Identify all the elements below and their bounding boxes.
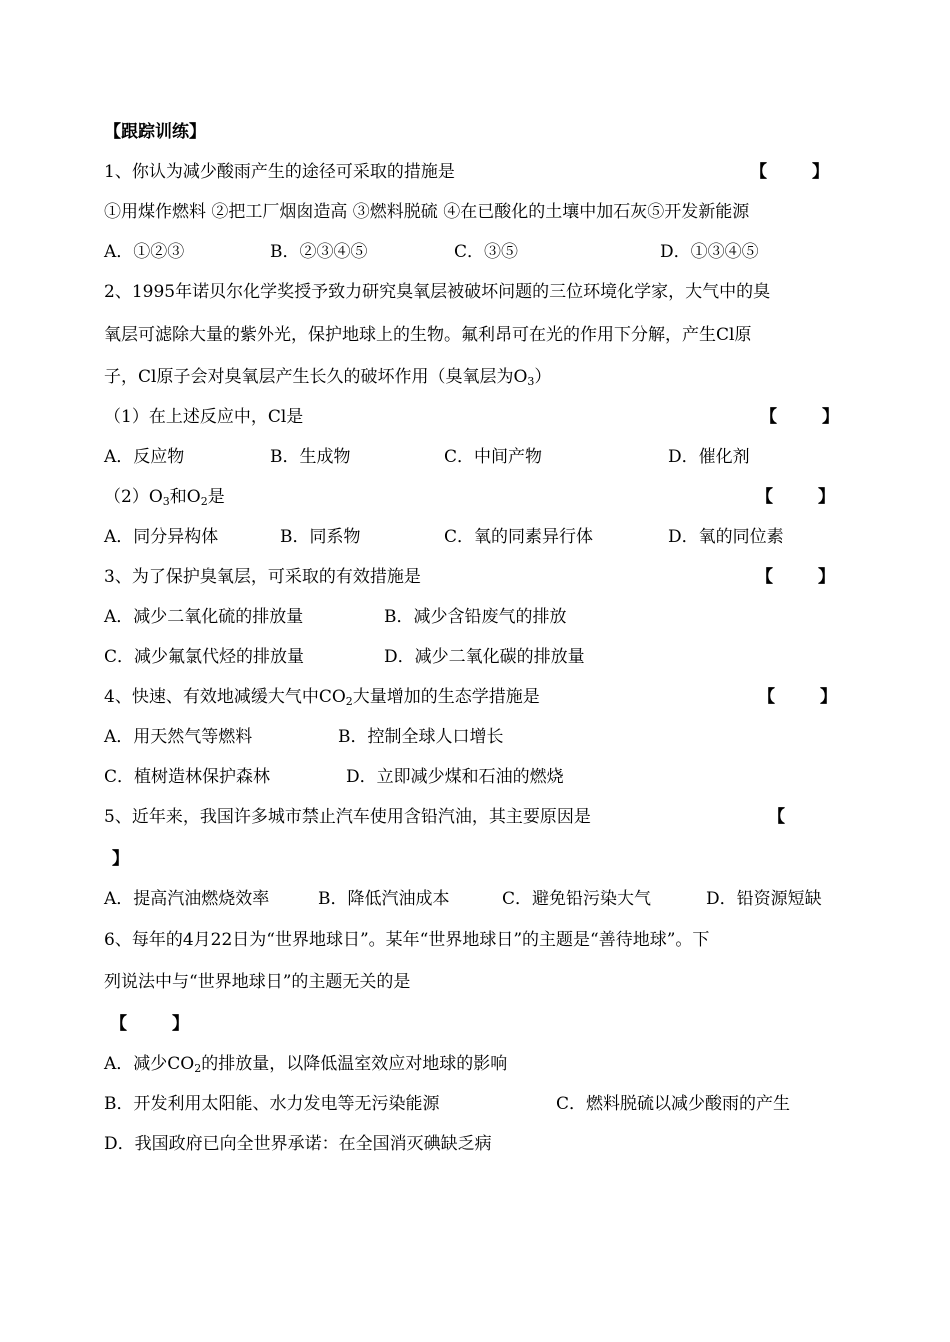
question-2-2-option-c: C．氧的同素异行体 — [444, 527, 594, 547]
question-1-stem: 1、你认为减少酸雨产生的途径可采取的措施是 — [104, 162, 455, 182]
question-6-option-a: A．减少$CO_2$的排放量，以降低温室效应对地球的影响 — [104, 1054, 508, 1075]
answer-bracket-close: 】 — [812, 162, 829, 182]
question-6-stem-line-2: 列说法中与“世界地球日”的主题无关的是 — [104, 972, 411, 992]
question-2-1-option-d: D．催化剂 — [668, 447, 750, 467]
question-2-1-option-b: B．生成物 — [270, 447, 351, 467]
answer-bracket-open: 【 — [758, 687, 775, 707]
answer-bracket-open: 【 — [768, 807, 785, 827]
question-1-option-c: C．③⑤ — [454, 242, 519, 262]
question-1-option-b: B．②③④⑤ — [270, 242, 368, 262]
answer-bracket-close: 】 — [818, 567, 835, 587]
answer-bracket-close: 】 — [820, 687, 837, 707]
question-2-2-stem: $(2)O_3$和$O_2$是 — [104, 487, 225, 508]
question-3-stem: 3、为了保护臭氧层，可采取的有效措施是 — [104, 567, 421, 587]
question-2-2-option-a: A．同分异构体 — [104, 527, 219, 547]
question-3-option-a: A．减少二氧化硫的排放量 — [104, 607, 304, 627]
question-6-option-b: B．开发利用太阳能、水力发电等无污染能源 — [104, 1094, 440, 1114]
question-4-option-a: A．用天然气等燃料 — [104, 727, 253, 747]
question-4-option-c: C．植树造林保护森林 — [104, 767, 271, 787]
section-title: 【跟踪训练】 — [104, 122, 206, 142]
answer-bracket-open: 【 — [110, 1014, 127, 1034]
question-1-measures: ①用煤作燃料 ②把工厂烟囱造高 ③燃料脱硫 ④在已酸化的土壤中加石灰⑤开发新能源 — [104, 202, 750, 222]
question-3-option-d: D．减少二氧化碳的排放量 — [384, 647, 585, 667]
answer-bracket-close: 】 — [818, 487, 835, 507]
question-2-1-option-c: C．中间产物 — [444, 447, 543, 467]
question-1-option-a: A．①②③ — [104, 242, 185, 262]
answer-bracket-open: 【 — [756, 567, 773, 587]
answer-bracket-close: 】 — [822, 407, 839, 427]
question-2-stem-line-2: 氧层可滤除大量的紫外光，保护地球上的生物。氟利昂可在光的作用下分解，产生Cl原 — [104, 325, 752, 345]
question-5-option-d: D．铅资源短缺 — [706, 889, 822, 909]
question-1-option-d: D．①③④⑤ — [660, 242, 759, 262]
answer-bracket-open: 【 — [750, 162, 767, 182]
question-5-option-c: C．避免铅污染大气 — [502, 889, 652, 909]
question-2-stem-line-3: 子，Cl原子会对臭氧层产生长久的破坏作用（臭氧层为$O_3$） — [104, 367, 552, 388]
answer-bracket-close: 】 — [112, 849, 129, 869]
question-3-option-c: C．减少氟氯代烃的排放量 — [104, 647, 305, 667]
question-2-1-stem: （1）在上述反应中，Cl是 — [104, 407, 304, 427]
question-4-stem: 4、快速、有效地减缓大气中$CO_2$大量增加的生态学措施是 — [104, 687, 540, 708]
question-5-stem: 5、近年来，我国许多城市禁止汽车使用含铅汽油，其主要原因是 — [104, 807, 591, 827]
question-6-option-d: D．我国政府已向全世界承诺：在全国消灭碘缺乏病 — [104, 1134, 492, 1154]
question-4-option-b: B．控制全球人口增长 — [338, 727, 504, 747]
question-6-stem-line-1: 6、每年的4月22日为“世界地球日”。某年“世界地球日”的主题是“善待地球”。下 — [104, 930, 710, 950]
question-2-2-option-b: B．同系物 — [280, 527, 361, 547]
answer-bracket-open: 【 — [760, 407, 777, 427]
question-2-2-option-d: D．氧的同位素 — [668, 527, 784, 547]
question-6-option-c: C．燃料脱硫以减少酸雨的产生 — [556, 1094, 791, 1114]
question-5-option-a: A．提高汽油燃烧效率 — [104, 889, 270, 909]
answer-bracket-open: 【 — [756, 487, 773, 507]
question-2-1-option-a: A．反应物 — [104, 447, 185, 467]
question-4-option-d: D．立即减少煤和石油的燃烧 — [346, 767, 564, 787]
question-2-stem-line-1: 2、1995年诺贝尔化学奖授予致力研究臭氧层被破坏问题的三位环境化学家，大气中的臭 — [104, 282, 771, 302]
question-5-option-b: B．降低汽油成本 — [318, 889, 450, 909]
question-3-option-b: B．减少含铅废气的排放 — [384, 607, 567, 627]
answer-bracket-close: 】 — [172, 1014, 189, 1034]
